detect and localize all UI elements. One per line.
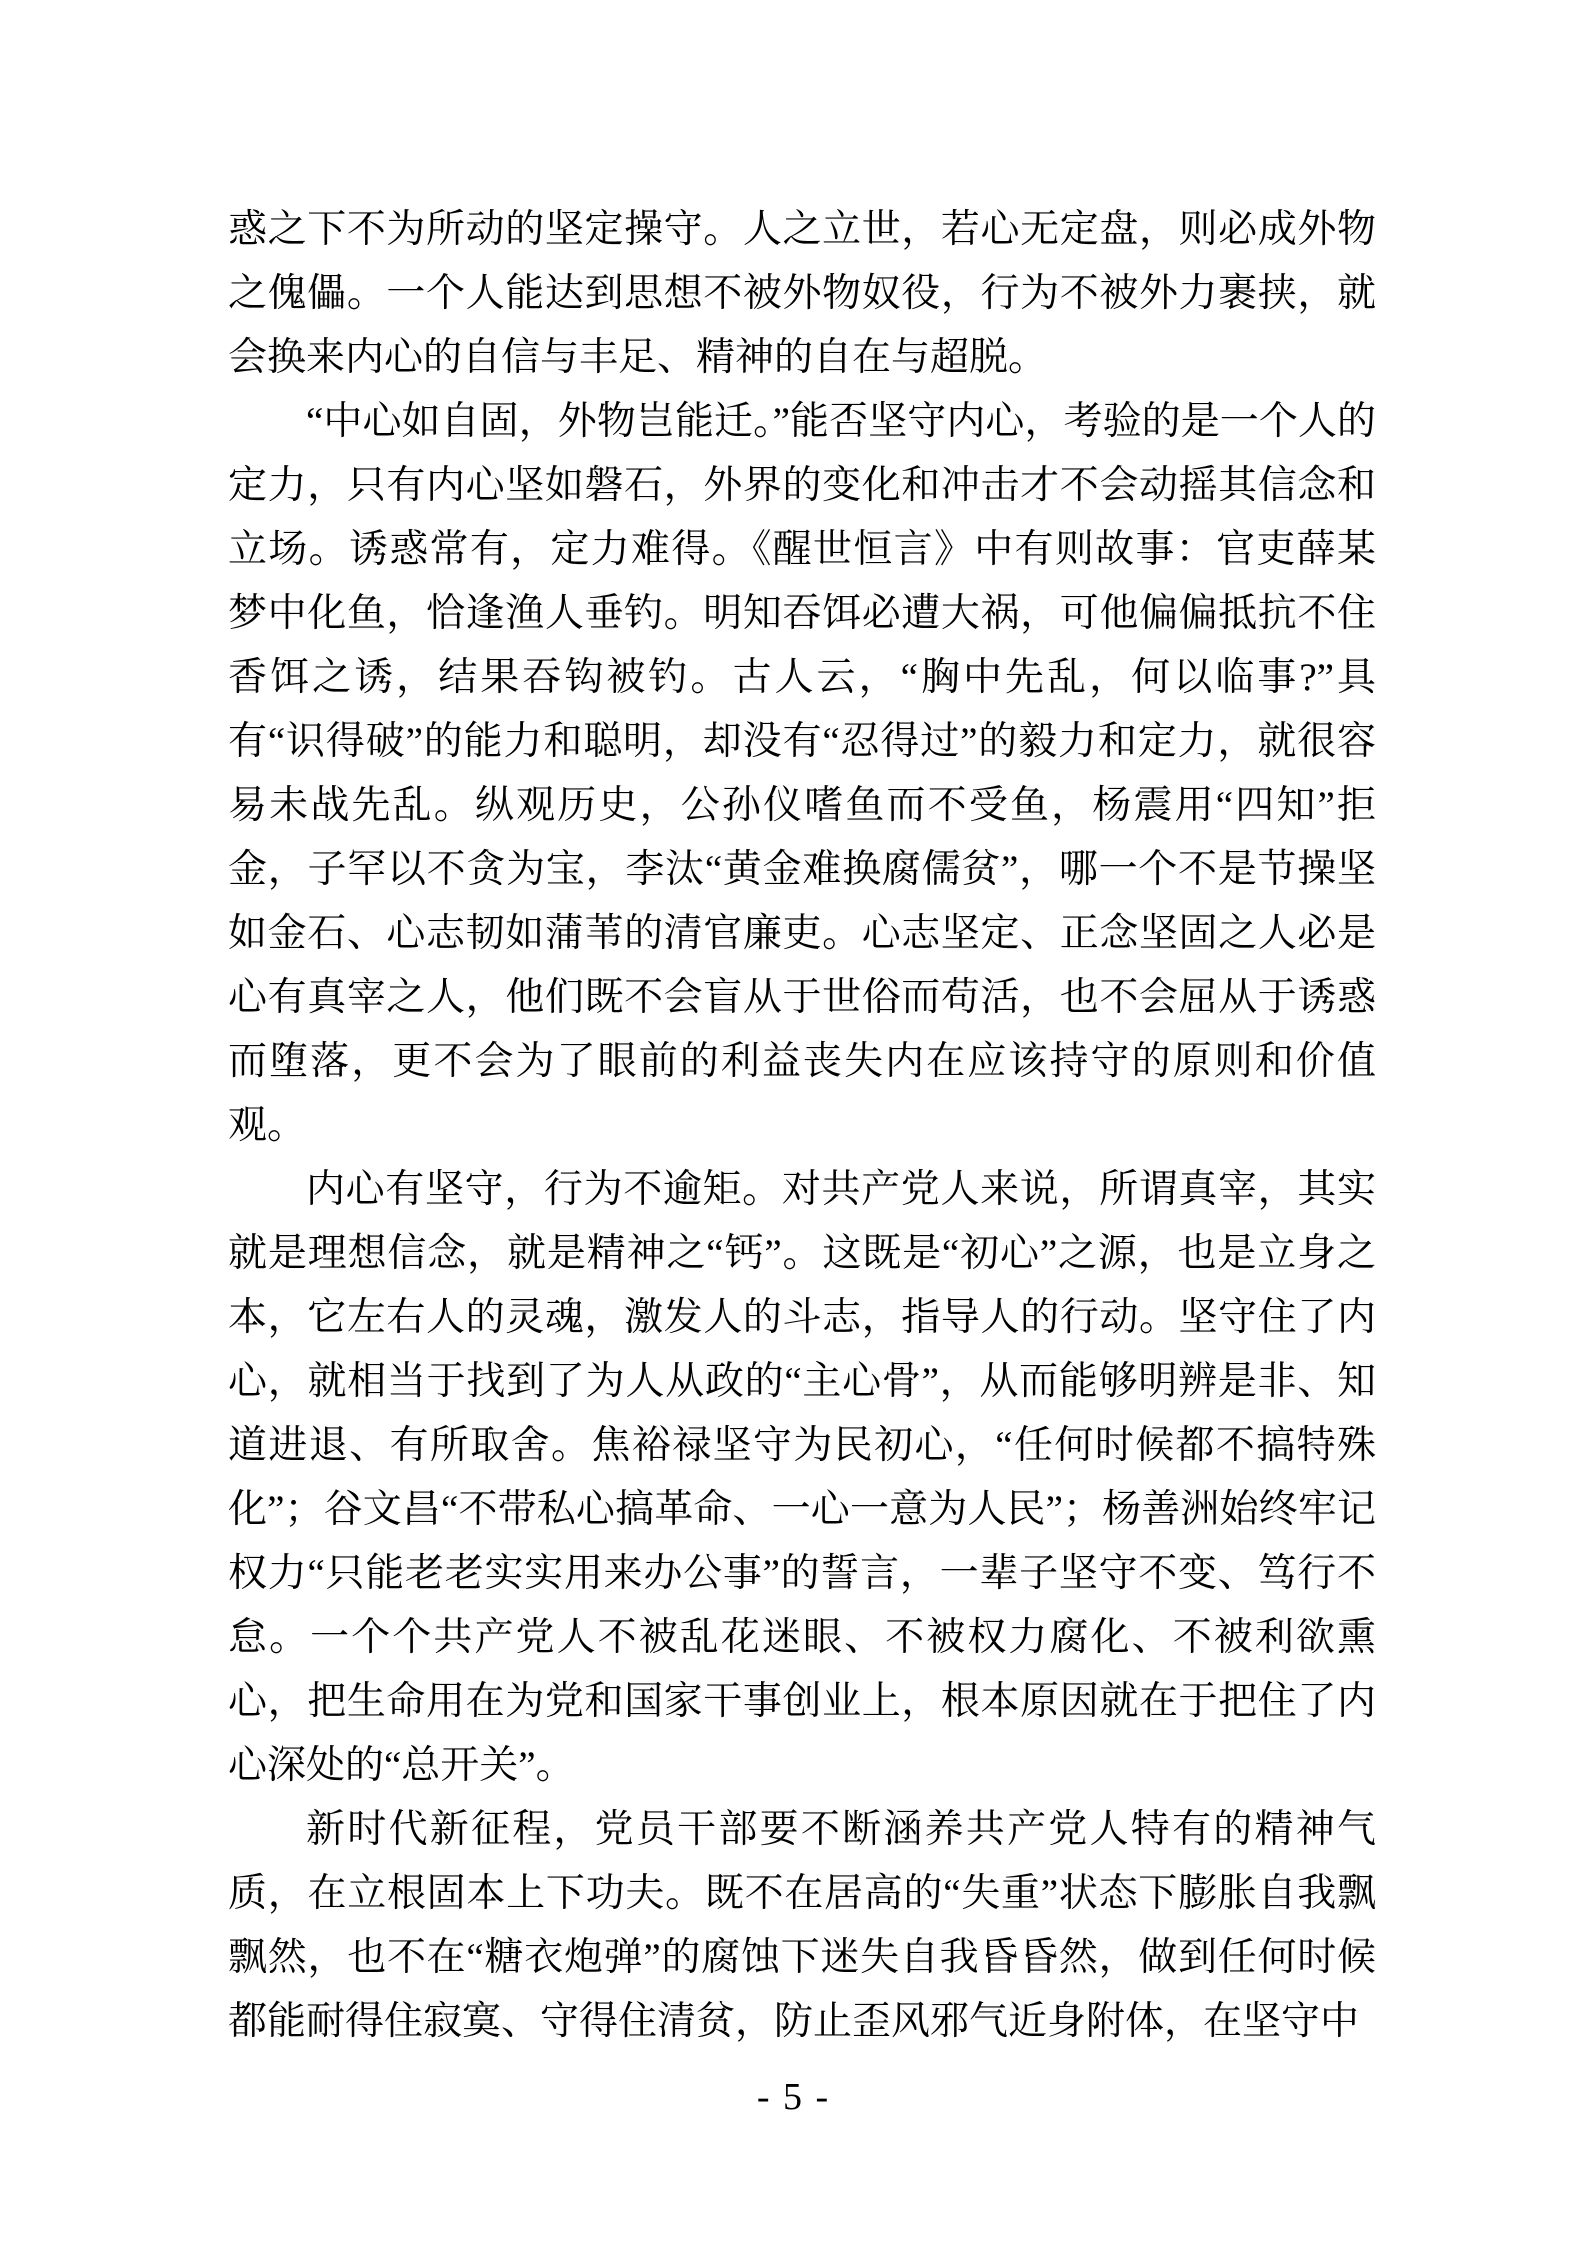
paragraph-1: 惑之下不为所动的坚定操守。人之立世，若心无定盘，则必成外物之傀儡。一个人能达到思想不被外物奴役，行为不被外力裹挟，就会换来内心的自信与丰足、精神的自在与超脱。 bbox=[228, 208, 1376, 379]
paragraph-3: 内心有坚守，行为不逾矩。对共产党人来说，所谓真宰，其实就是理想信念，就是精神之“钙”。这既是“初心”之源，也是立身之本，它左右人的灵魂，激发人的斗志，指导人的行动。坚守住了内心，就相当于找到了为人从政的“主心骨”，从而能够明辨是非、知道进退、有所取舍。焦裕禄坚守为民初心，“任何时候都不搞特殊化”；谷文昌“不带私心搞革命、一心一意为人民”；杨善洲始终牢记权力“只能老老实实用来办公事”的誓言，一辈子坚守不变、笃行不怠。一个个共产党人不被乱花迷眼、不被权力腐化、不被利欲熏心，把生命用在为党和国家干事创业上，根本原因就在于把住了内心深处的“总开关”。 bbox=[228, 1168, 1376, 1787]
paragraph-2: “中心如自固，外物岂能迁。”能否坚守内心，考验的是一个人的定力，只有内心坚如磐石，外界的变化和冲击才不会动摇其信念和立场。诱惑常有，定力难得。《醒世恒言》中有则故事：官吏薛某梦中化鱼，恰逢渔人垂钓。明知吞饵必遭大祸，可他偏偏抵抗不住香饵之诱，结果吞钩被钓。古人云，“胸中先乱，何以临事?”具有“识得破”的能力和聪明，却没有“忍得过”的毅力和定力，就很容易未战先乱。纵观历史，公孙仪嗜鱼而不受鱼，杨震用“四知”拒金，子罕以不贪为宝，李汰“黄金难换腐儒贫”，哪一个不是节操坚如金石、心志韧如蒲苇的清官廉吏。心志坚定、正念坚固之人必是心有真宰之人，他们既不会盲从于世俗而苟活，也不会屈从于诱惑而堕落，更不会为了眼前的利益丧失内在应该持守的原则和价值观。 bbox=[228, 400, 1376, 1147]
paragraph-4: 新时代新征程，党员干部要不断涵养共产党人特有的精神气质，在立根固本上下功夫。既不在居高的“失重”状态下膨胀自我飘飘然，也不在“糖衣炮弹”的腐蚀下迷失自我昏昏然，做到任何时候都能耐得住寂寞、守得住清贫，防止歪风邪气近身附体，在坚守中 bbox=[228, 1808, 1376, 2043]
document-text bbox=[228, 198, 1376, 2054]
page-number: - 5 - bbox=[756, 2076, 831, 2118]
